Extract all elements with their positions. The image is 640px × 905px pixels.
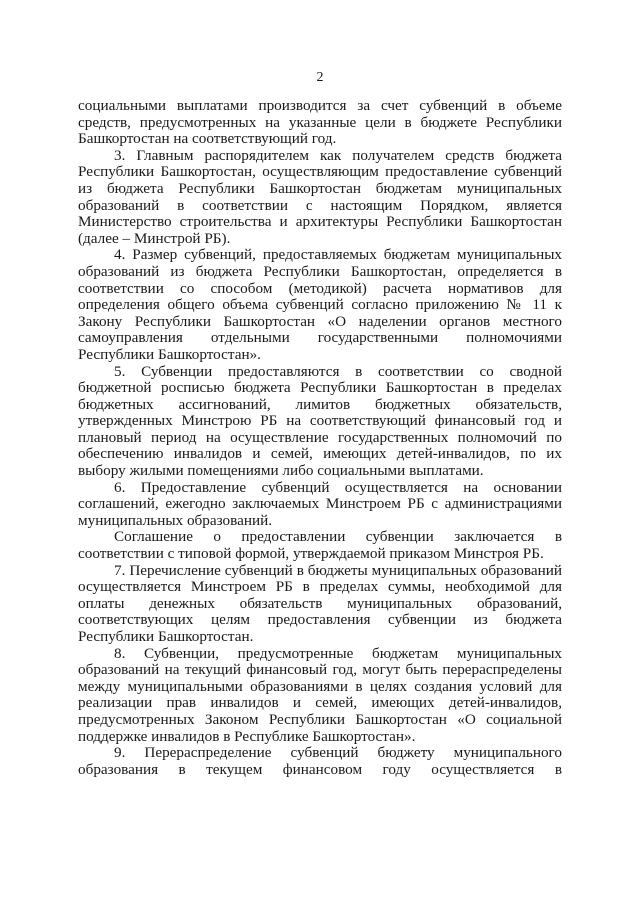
paragraph-item-3: 3. Главным распорядителем как получателем средств бюджета Республики Башкортостан, осуществляющим предоставление субвенций из бюджета Республики Башкортостан бюджетам муниципальных образований в соответствии с настоящим Порядком, является Министерство строительства и архитектуры Республики Башкортостан (далее – Минстрой РБ).: [78, 146, 562, 247]
paragraph-agreement: Соглашение о предоставлении субвенции заключается в соответствии с типовой формой, утверждаемой приказом Минстроя РБ.: [78, 528, 562, 563]
paragraph-item-8: 8. Субвенции, предусмотренные бюджетам муниципальных образований на текущий финансовый год, могут быть перераспределены между муниципальными образованиями в целях создания условий для реализации прав инвалидов и семей, имеющих детей-инвалидов, предусмотренных Законом Республики Башкортостан «О социальной поддержке инвалидов в Республике Башкортостан».: [78, 644, 562, 745]
paragraph-item-4: 4. Размер субвенций, предоставляемых бюджетам муниципальных образований из бюджета Республики Башкортостан, определяется в соответствии со способом (методикой) расчета нормативов для определения общего объема субвенций согласно приложению № 11 к Закону Республики Башкортостан «О наделении органов местного самоуправления отдельными государственными полномочиями Республики Башкортостан».: [78, 246, 562, 363]
paragraph-item-6: 6. Предоставление субвенций осуществляется на основании соглашений, ежегодно заключаемых Минстроем РБ с администрациями муниципальных образований.: [78, 478, 562, 529]
paragraph-continuation: социальными выплатами производится за счет субвенций в объеме средств, предусмотренных на указанные цели в бюджете Республики Башкортостан на соответствующий год.: [78, 97, 562, 148]
document-body: [78, 98, 562, 778]
paragraph-item-9: 9. Перераспределение субвенций бюджету муниципального образования в текущем финансовом году осуществляется в: [78, 744, 562, 778]
paragraph-item-7: 7. Перечисление субвенций в бюджеты муниципальных образований осуществляется Минстроем РБ в пределах суммы, необходимой для оплаты денежных обязательств муниципальных образований, соответствующих целям предоставления субвенции из бюджета Республики Башкортостан.: [78, 561, 562, 645]
page-number: 2: [316, 70, 324, 85]
paragraph-item-5: 5. Субвенции предоставляются в соответствии со сводной бюджетной росписью бюджета Республики Башкортостан в пределах бюджетных ассигнований, лимитов бюджетных обязательств, утвержденных Минстрою РБ на соответствующий финансовый год и плановый период на осуществление государственных полномочий по обеспечению инвалидов и семей, имеющих детей-инвалидов, по их выбору жилыми помещениями либо социальными выплатами.: [78, 362, 562, 480]
